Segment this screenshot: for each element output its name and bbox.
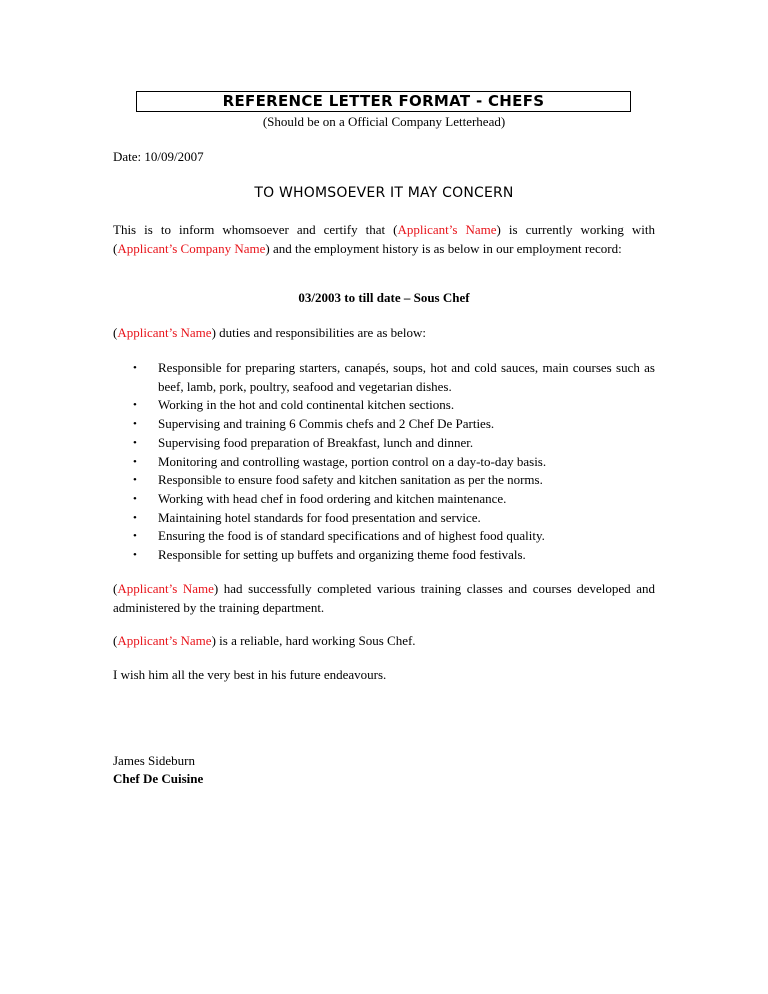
applicant-name-placeholder: Applicant’s Name	[117, 581, 214, 596]
duties-intro-text: ) duties and responsibilities are as below:	[211, 325, 427, 340]
wish-paragraph: I wish him all the very best in his future endeavours.	[113, 667, 387, 682]
list-item	[113, 453, 655, 472]
bullet-icon: •	[133, 530, 137, 543]
duties-intro-open: (	[113, 325, 118, 340]
salutation-heading: TO WHOMSOEVER IT MAY CONCERN	[254, 185, 514, 201]
duty-text: Supervising food preparation of Breakfast, lunch and dinner.	[158, 434, 474, 450]
bullet-icon: •	[133, 455, 137, 468]
bullet-icon: •	[133, 549, 137, 562]
reliable-paragraph	[113, 632, 655, 651]
duty-text: Responsible for preparing starters, canapés, soups, hot and cold sauces, main courses such as beef, lamb, pork, poultry, seafood and vegetarian dishes.	[158, 360, 655, 394]
duty-text: Ensuring the food is of standard specifications and of highest food quality.	[158, 528, 545, 544]
list-item	[113, 527, 655, 546]
bullet-icon: •	[133, 418, 137, 431]
duty-text: Responsible to ensure food safety and kitchen sanitation as per the norms.	[158, 472, 543, 488]
applicant-name-placeholder: Applicant’s Name	[397, 222, 497, 237]
letter-date: Date: 10/09/2007	[113, 149, 204, 164]
applicant-name-placeholder: Applicant’s Name	[117, 325, 212, 340]
duties-intro	[113, 324, 655, 343]
duty-text: Monitoring and controlling wastage, portion control on a day-to-day basis.	[158, 453, 547, 469]
reliable-open: (	[113, 633, 118, 648]
duty-text: Supervising and training 6 Commis chefs and 2 Chef De Parties.	[158, 416, 495, 432]
employment-period: 03/2003 to till date – Sous Chef	[298, 290, 470, 305]
document-title: REFERENCE LETTER FORMAT - CHEFS	[136, 91, 631, 112]
list-item	[113, 490, 655, 509]
signatory-title: Chef De Cuisine	[113, 771, 204, 786]
duty-text: Working with head chef in food ordering and kitchen maintenance.	[158, 490, 507, 506]
list-item	[113, 471, 655, 490]
training-paragraph	[113, 580, 655, 617]
bullet-icon: •	[133, 474, 137, 487]
intro-text-2: ) is currently working with (	[113, 222, 655, 256]
reliable-text: ) is a reliable, hard working Sous Chef.	[211, 633, 416, 648]
duty-text: Maintaining hotel standards for food presentation and service.	[158, 509, 481, 525]
intro-text-3: ) and the employment history is as below in our employment record:	[265, 240, 622, 256]
signatory-name: James Sideburn	[113, 753, 195, 768]
list-item	[113, 396, 655, 415]
company-name-placeholder: Applicant’s Company Name	[117, 240, 266, 256]
intro-paragraph	[113, 221, 655, 258]
bullet-icon: •	[133, 399, 137, 412]
bullet-icon: •	[133, 362, 137, 374]
list-item	[113, 509, 655, 528]
list-item	[113, 546, 655, 565]
training-text: ) had successfully completed various training classes and courses developed and administered by the training department.	[113, 581, 655, 615]
intro-text-1: This is to inform whomsoever and certify that (	[113, 222, 398, 237]
document-subtitle: (Should be on a Official Company Letterhead)	[262, 114, 506, 129]
duty-text: Responsible for setting up buffets and organizing theme food festivals.	[158, 547, 526, 563]
list-item	[113, 415, 655, 434]
duties-list	[113, 359, 655, 565]
list-item	[113, 434, 655, 453]
duty-text: Working in the hot and cold continental kitchen sections.	[158, 397, 455, 413]
applicant-name-placeholder: Applicant’s Name	[117, 633, 212, 648]
bullet-icon: •	[133, 492, 137, 505]
bullet-icon: •	[133, 511, 137, 524]
list-item	[113, 359, 655, 396]
training-open: (	[113, 581, 118, 596]
bullet-icon: •	[133, 436, 137, 449]
